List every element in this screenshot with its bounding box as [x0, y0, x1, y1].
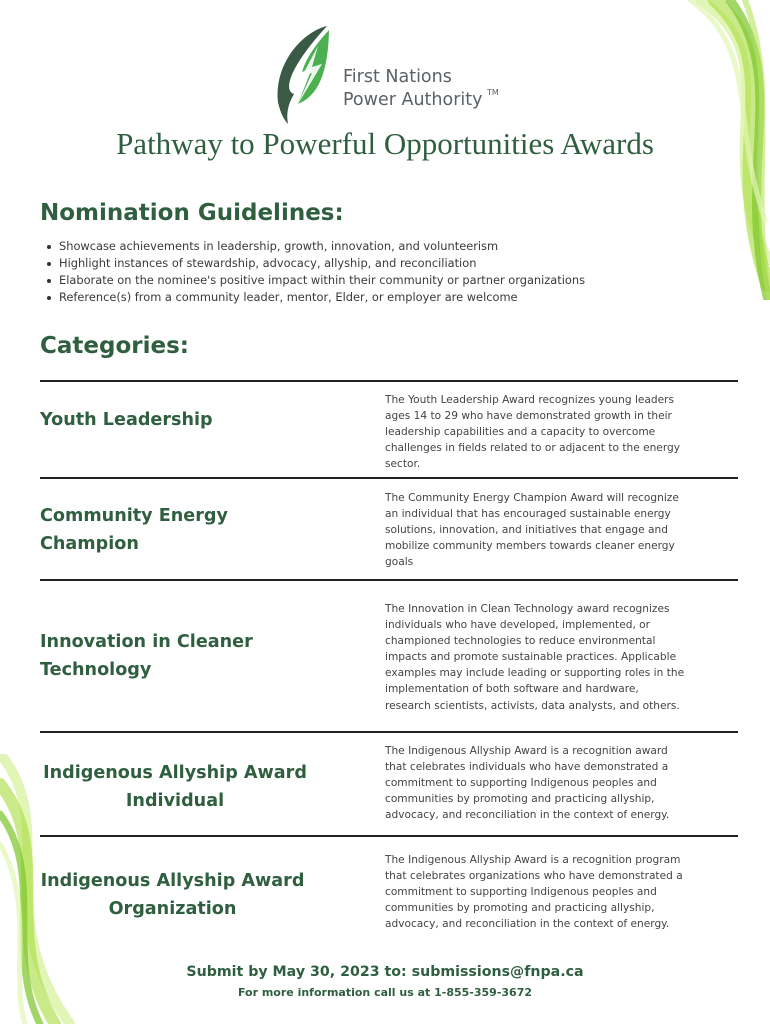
category-description-indigenous-allyship-individual: The Indigenous Allyship Award is a recognition award that celebrates individuals who have demonstrated a commitment to supporting Indigenous peoples and communities by promoting and practicing allyship, advocacy, and reconciliation in the context of energy.	[385, 745, 670, 822]
category-title-indigenous-allyship-individual: Indigenous Allyship Award Individual	[43, 763, 307, 811]
category-title-youth-leadership: Youth Leadership	[40, 410, 213, 430]
guideline-item: Highlight instances of stewardship, advocacy, allyship, and reconciliation	[46, 255, 585, 272]
category-description-youth-leadership: The Youth Leadership Award recognizes young leaders ages 14 to 29 who have demonstrated growth in their leadership capabilities and a capacity to overcome challenges in fields related to or adjacent to the energy sector.	[385, 394, 680, 471]
category-title-community-energy-champion: Community Energy Champion	[40, 506, 228, 554]
page-title: Pathway to Powerful Opportunities Awards	[116, 126, 654, 161]
divider	[40, 731, 738, 733]
divider	[40, 380, 738, 382]
org-name-line-1: First Nations	[343, 67, 452, 87]
divider	[40, 579, 738, 581]
category-title-indigenous-allyship-organization: Indigenous Allyship Award Organization	[40, 871, 305, 919]
trademark-symbol: TM	[487, 88, 499, 97]
guideline-item: Elaborate on the nominee's positive impact within their community or partner organizations	[46, 272, 585, 289]
category-description-innovation-cleaner-technology: The Innovation in Clean Technology award recognizes individuals who have developed, implemented, or championed technologies to reduce environmental impacts and promote sustainable practices. Applicable examples may include leading or supporting roles in the implementation of both software and hardware, research scientists, activists, data analysts, and others.	[385, 603, 685, 712]
guidelines-list	[46, 238, 585, 306]
guideline-item: Showcase achievements in leadership, growth, innovation, and volunteerism	[46, 238, 585, 255]
org-name-line-2: Power Authority	[343, 90, 483, 110]
submission-deadline: Submit by May 30, 2023 to: submissions@fnpa.ca	[186, 964, 584, 980]
category-description-community-energy-champion: The Community Energy Champion Award will recognize an individual that has encouraged sustainable energy solutions, innovation, and initiatives that engage and mobilize community members towards cleaner energy goals	[385, 492, 679, 569]
categories-heading: Categories:	[40, 333, 189, 359]
divider	[40, 835, 738, 837]
organization-name	[343, 66, 482, 112]
divider	[40, 477, 738, 479]
fnpa-leaf-logo	[272, 24, 332, 126]
category-description-indigenous-allyship-organization: The Indigenous Allyship Award is a recognition program that celebrates organizations who have demonstrated a commitment to supporting Indigenous peoples and communities by promoting and practicing allyship, advocacy, and reconciliation in the context of energy.	[385, 854, 683, 931]
guideline-item: Reference(s) from a community leader, mentor, Elder, or employer are welcome	[46, 289, 585, 306]
guidelines-heading: Nomination Guidelines:	[40, 200, 344, 226]
category-title-innovation-cleaner-technology: Innovation in Cleaner Technology	[40, 632, 253, 680]
contact-info: For more information call us at 1-855-359-3672	[237, 986, 533, 999]
